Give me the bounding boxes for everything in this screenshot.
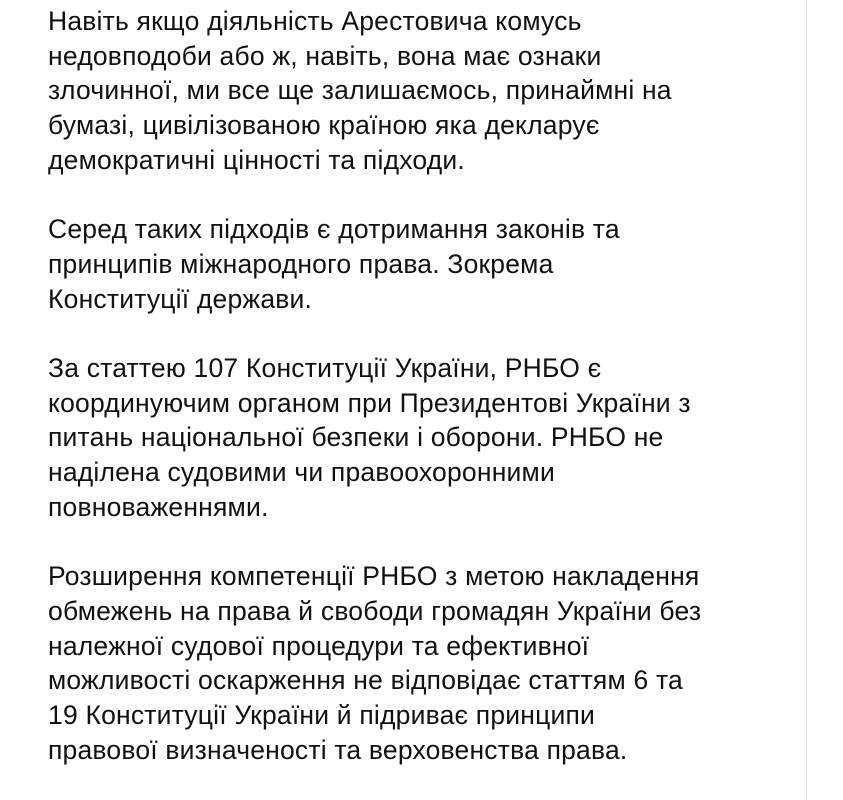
- text-line: 19 Конституції України й підриває принципи: [48, 700, 596, 731]
- text-line: Навіть якщо діяльність Арестовича комусь: [48, 6, 582, 36]
- text-line: демократичні цінності та підходи.: [48, 144, 465, 175]
- text-line: недовподоби або ж, навіть, вона має ознаки: [48, 40, 602, 71]
- text-line: наділена судовими чи правоохоронними: [48, 457, 555, 488]
- post-paragraph-2: [48, 212, 798, 316]
- text-line: За статтею 107 Конституції України, РНБО є: [48, 353, 602, 383]
- text-line: можливості оскарження не відповідає статтям 6 та: [48, 665, 683, 696]
- post-paragraph-3: [48, 351, 798, 525]
- post-paragraph-4: [48, 559, 798, 767]
- text-line: правової визначеності та верховенства права.: [48, 734, 628, 765]
- text-line: принципів міжнародного права. Зокрема: [48, 248, 554, 279]
- text-line: Серед таких підходів є дотримання законів та: [48, 214, 620, 245]
- text-line: повноваженнями.: [48, 491, 269, 522]
- text-line: бумазі, цивілізованою країною яка декларує: [48, 110, 600, 141]
- post-body: [48, 4, 798, 800]
- text-line: належної судової процедури та ефективної: [48, 630, 590, 661]
- text-line: обмежень на права й свободи громадян України без: [48, 595, 702, 626]
- text-line: Конституції держави.: [48, 283, 313, 314]
- post-paragraph-1: [48, 4, 798, 178]
- text-line: злочинної, ми все ще залишаємось, принаймні на: [48, 75, 672, 106]
- text-line: координуючим органом при Президентові України з: [48, 387, 691, 418]
- text-line: питань національної безпеки і оборони. РНБО не: [48, 422, 664, 453]
- text-line: Розширення компетенції РНБО з метою накладення: [48, 561, 700, 592]
